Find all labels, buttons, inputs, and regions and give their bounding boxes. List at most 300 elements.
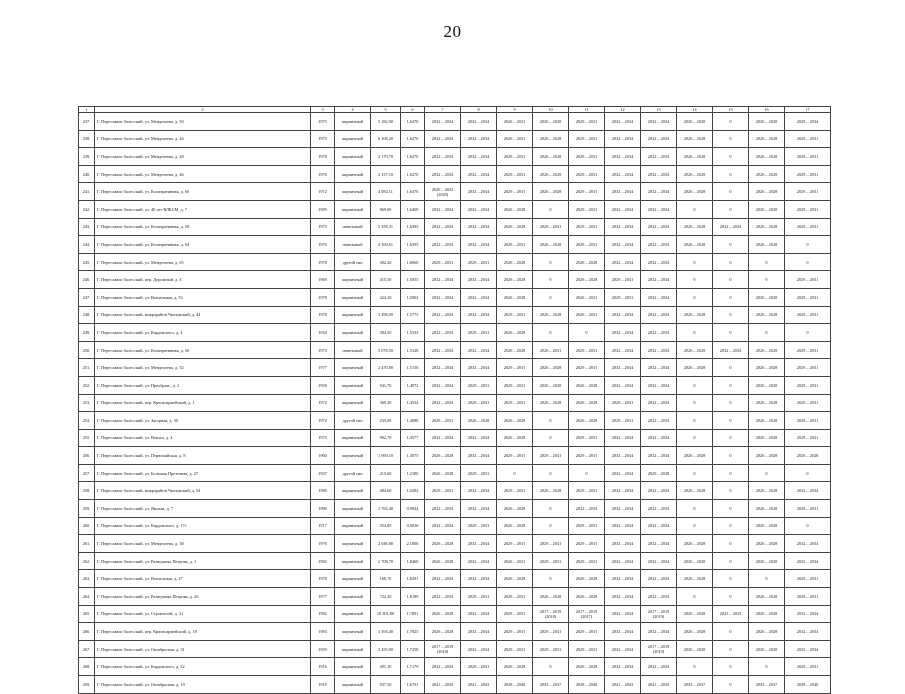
table-cell: 0 [749,570,785,588]
table-cell: 2032 – 2034 [461,306,497,324]
table-cell: 235,90 [371,412,401,430]
table-cell: 2032 – 2034 [605,570,641,588]
table-cell: 369,30 [371,394,401,412]
table-cell: 2029 – 2031 [569,623,605,641]
table-cell: 1,6470 [401,113,425,131]
table-cell: 0 [713,183,749,201]
table-cell: 2029 – 2031 [533,640,569,658]
table-row [79,535,831,553]
table-row [79,130,831,148]
row-number-cell: 246. [79,271,95,289]
column-number-cell: 5 [371,107,401,113]
table-cell: 1978 [311,148,335,166]
table-cell: 2032 – 2034 [425,588,461,606]
row-number-cell: 254. [79,412,95,430]
table-cell: 2026 – 2028 [749,148,785,166]
table-cell: 2029 – 2031 [569,130,605,148]
table-cell: 2029 – 2031 [785,165,831,183]
table-cell: 2032 – 2034 [461,113,497,131]
table-cell: 2029 – 2031 [497,306,533,324]
table-cell: 0 [713,253,749,271]
address-cell: Г. Переславль-Залесский, ул. Большая Протечная, д. 27 [95,464,311,482]
table-cell: 1,3075 [401,447,425,465]
table-cell: кирпичный [335,500,371,518]
table-cell: 2032 – 2034 [641,341,677,359]
table-cell: 0 [713,394,749,412]
table-cell: 2029 – 2031 [569,447,605,465]
table-cell: кирпичный [335,623,371,641]
table-row [79,148,831,166]
table-cell: 2029 – 2031 [569,640,605,658]
table-cell: 1 069,10 [371,447,401,465]
table-cell: 2026 – 2028 [677,640,713,658]
table-cell: 2029 – 2031 [497,165,533,183]
table-cell: 2029 – 2031 [785,359,831,377]
table-cell: 2026 – 2028 [677,605,713,623]
table-cell: 2029 – 2031 [497,394,533,412]
table-cell: 1 765,40 [371,500,401,518]
table-cell: 2035 – 2037 [533,676,569,694]
table-cell: 2029 – 2031 [569,429,605,447]
table-cell: 1,5328 [401,341,425,359]
table-cell: кирпичный [335,376,371,394]
table-cell: 0 [713,552,749,570]
table-cell: 0,9036 [401,517,425,535]
table-row [79,676,831,694]
table-row [79,605,831,623]
table-cell: 424,10 [371,288,401,306]
table-cell: 2017 – 2019 (2019) [641,640,677,658]
table-cell: 1,7825 [401,623,425,641]
table-cell: 0 [713,271,749,289]
table-cell: 2032 – 2034 [785,482,831,500]
table-row [79,253,831,271]
table-cell: кирпичный [335,394,371,412]
table-row [79,376,831,394]
table-cell: 2026 – 2028 [677,482,713,500]
table-row [79,218,831,236]
table-cell: кирпичный [335,306,371,324]
column-number-cell: 12 [605,107,641,113]
table-cell: 2023 – 2025 [713,605,749,623]
table-cell: 5 358,31 [371,218,401,236]
table-cell: 1934 [311,324,335,342]
table-cell: панельный [335,236,371,254]
address-cell: Г. Переславль-Залесский, ул. Октябрьская, д. 19 [95,676,311,694]
row-number-cell: 259. [79,500,95,518]
row-number-cell: 243. [79,218,95,236]
table-cell: 2029 – 2031 [461,658,497,676]
table-cell: 2032 – 2034 [605,517,641,535]
table-row [79,394,831,412]
column-number-cell: 10 [533,107,569,113]
table-cell: 1,6469 [401,200,425,218]
table-cell: 1972 [311,394,335,412]
row-number-cell: 239. [79,148,95,166]
row-number-cell: 241. [79,183,95,201]
address-cell: Г. Переславль-Залесский, пер. Красноармейский, д. 1 [95,394,311,412]
column-number-cell: 17 [785,107,831,113]
table-cell: 2026 – 2028 [425,535,461,553]
address-cell: Г. Переславль-Залесский, ул. Кардовского, д. 32 [95,658,311,676]
table-cell: 1919 [311,676,335,694]
table-cell: 902,70 [371,429,401,447]
table-cell: 0 [533,412,569,430]
table-cell: 2029 – 2031 [785,200,831,218]
row-number-cell: 248. [79,306,95,324]
table-cell: 2026 – 2028 [569,570,605,588]
table-cell: 0 [713,623,749,641]
table-cell: 2032 – 2034 [641,165,677,183]
row-number-cell: 263. [79,570,95,588]
table-cell: 2041 – 2043 [425,676,461,694]
table-cell: 2032 – 2034 [425,288,461,306]
address-cell: Г. Переславль-Залесский, ул. Строителей, д. 31 [95,605,311,623]
table-cell: 2032 – 2034 [641,394,677,412]
table-cell: 2032 – 2034 [461,500,497,518]
table-cell: 2032 – 2034 [641,288,677,306]
table-cell: 2029 – 2031 [461,464,497,482]
row-number-cell: 262. [79,552,95,570]
table-cell: 2026 – 2028 [533,306,569,324]
table-cell: 1,3577 [401,429,425,447]
address-cell: Г. Переславль-Залесский, ул. Кооперативная, д. 64 [95,236,311,254]
table-cell: 0 [713,640,749,658]
table-cell: 2029 – 2031 [569,148,605,166]
table-cell: 1983 [311,623,335,641]
address-cell: Г. Переславль-Залесский, ул. Кооперативная, д. 58 [95,218,311,236]
table-cell: 2029 – 2031 [785,570,831,588]
table-cell: 2029 – 2031 [497,183,533,201]
table-cell: 0 [533,464,569,482]
table-cell: 2026 – 2028 [533,359,569,377]
table-cell: 2026 – 2028 [569,394,605,412]
table-cell: 0 [533,429,569,447]
table-cell: 2026 – 2028 [497,412,533,430]
table-cell: 0 [713,412,749,430]
table-cell: 2032 – 2034 [605,253,641,271]
address-cell: Г. Переславль-Залесский, ул. Кооперативная, д. 60 [95,183,311,201]
table-cell: 1,6395 [401,236,425,254]
table-cell: 2032 – 2034 [461,482,497,500]
table-cell: 2032 – 2034 [605,482,641,500]
table-cell: 1,6470 [401,165,425,183]
table-cell: 0 [713,676,749,694]
row-number-cell: 269. [79,676,95,694]
table-cell: 2032 – 2034 [605,359,641,377]
table-cell: 5 182,90 [371,113,401,131]
address-cell: Г. Переславль-Залесский, ул. Менделеева, д. 38 [95,535,311,553]
row-number-cell: 238. [79,130,95,148]
table-cell: 2026 – 2028 [497,517,533,535]
table-cell: кирпичный [335,429,371,447]
table-cell: 2032 – 2034 [461,535,497,553]
table-cell: кирпичный [335,658,371,676]
table-row [79,236,831,254]
address-cell: Г. Переславль-Залесский, микрорайон Чкаловский, д. 44 [95,306,311,324]
table-cell: 2032 – 2034 [641,570,677,588]
table-cell: 0 [713,376,749,394]
table-cell: 2032 – 2034 [425,200,461,218]
table-cell: 1958 [311,376,335,394]
table-cell: 0 [569,324,605,342]
table-cell: 2032 – 2034 [425,324,461,342]
table-cell: 1,7258 [401,640,425,658]
table-cell: 2032 – 2034 [425,394,461,412]
address-cell: Г. Переславль-Залесский, ул. Менделеева, д. 65 [95,253,311,271]
address-cell: Г. Переславль-Залесский, пер. Красноармейский, д. 18 [95,623,311,641]
table-cell: 2026 – 2028 [533,183,569,201]
table-cell: 2026 – 2028 [677,183,713,201]
column-number-cell: 1 [79,107,95,113]
table-cell: 2032 – 2034 [461,447,497,465]
table-cell: 2026 – 2028 [749,623,785,641]
table-cell: 2032 – 2034 [461,570,497,588]
table-cell: 2041 – 2043 [461,676,497,694]
address-cell: Г. Переславль-Залесский, ул. Менделеева, д. 48 [95,148,311,166]
table-cell: 2026 – 2028 [497,253,533,271]
table-cell: 2032 – 2034 [461,341,497,359]
table-row [79,359,831,377]
table-cell: кирпичный [335,517,371,535]
table-cell: 2029 – 2031 [533,447,569,465]
table-cell: 2026 – 2028 [677,148,713,166]
table-row [79,447,831,465]
table-cell: 2026 – 2028 [425,464,461,482]
table-cell: 2029 – 2031 [533,623,569,641]
table-cell: 2032 – 2034 [605,429,641,447]
table-cell: 2029 – 2031 [785,658,831,676]
address-cell: Г. Переславль-Залесский, ул. Разведчика Петрова, д. 1 [95,552,311,570]
table-row [79,271,831,289]
table-cell: 2032 – 2034 [785,605,831,623]
table-cell: 2032 – 2034 [641,376,677,394]
table-row [79,482,831,500]
table-cell: 2026 – 2031 [497,130,533,148]
table-cell: 0 [677,288,713,306]
table-cell: 2032 – 2034 [641,359,677,377]
table-cell: 2032 – 2034 [461,165,497,183]
table-cell: 2017 – 2019 (2018) [425,640,461,658]
table-cell: 2026 – 2028 [533,394,569,412]
address-cell: Г. Переславль-Залесский, микрорайон Чкаловский, д. 54 [95,482,311,500]
table-cell: 1,5333 [401,324,425,342]
table-cell: 2032 – 2034 [605,605,641,623]
table-cell: 2026 – 2028 [569,253,605,271]
table-cell: другой тип [335,253,371,271]
table-cell: 2026 – 2028 [749,376,785,394]
row-number-cell: 245. [79,253,95,271]
column-number-cell: 13 [641,107,677,113]
table-cell: 2032 – 2034 [461,288,497,306]
table-cell: 2026 – 2028 [749,605,785,623]
table-row [79,500,831,518]
table-cell: 2032 – 2034 [461,552,497,570]
table-cell: 0 [749,271,785,289]
table-cell: 2032 – 2034 [425,271,461,289]
table-cell: 1978 [311,253,335,271]
table-cell: 2032 – 2034 [425,130,461,148]
table-cell: 1,0282 [401,482,425,500]
table-cell: 2026 – 2028 [749,482,785,500]
table-cell: 2029 – 2031 [461,376,497,394]
table-cell: 2032 – 2034 [425,236,461,254]
table-cell: 354,80 [371,517,401,535]
table-cell: 2026 – 2028 [749,183,785,201]
table-cell: 2032 – 2034 [461,605,497,623]
table-cell: 2032 – 2034 [425,218,461,236]
table-cell: 1977 [311,588,335,606]
table-cell: 1975 [311,429,335,447]
table-cell: 0 [713,517,749,535]
table-cell: 2026 – 2028 [497,341,533,359]
table-cell: кирпичный [335,130,371,148]
table-cell: 0 [713,200,749,218]
table-cell: 1976 [311,236,335,254]
table-cell: 2032 – 2034 [461,200,497,218]
row-number-cell: 252. [79,376,95,394]
table-cell: кирпичный [335,288,371,306]
table-cell: 2041 – 2043 [605,676,641,694]
column-number-cell: 6 [401,107,425,113]
table-cell: 2029 – 2031 [461,324,497,342]
table-cell: 2026 – 2028 [749,535,785,553]
table-cell: 2026 – 2028 [497,324,533,342]
table-cell: 2026 – 2028 [533,376,569,394]
table-cell: 2032 – 2034 [641,183,677,201]
table-cell: 0 [533,500,569,518]
table-cell: 1,6060 [401,253,425,271]
table-cell: 2032 – 2034 [641,482,677,500]
table-cell: 1,5835 [401,271,425,289]
table-cell: 1,6791 [401,676,425,694]
table-cell: 2029 – 2031 [497,376,533,394]
table-cell: 2032 – 2034 [605,500,641,518]
table-cell: 3 455,90 [371,640,401,658]
table-cell: 0 [677,658,713,676]
table-cell: кирпичный [335,183,371,201]
table-row [79,200,831,218]
table-cell: 2029 – 2031 [569,113,605,131]
table-cell: 2032 – 2034 [461,218,497,236]
table-cell: 1973 [311,341,335,359]
table-cell: 2032 – 2034 [605,183,641,201]
table-cell: 722,20 [371,588,401,606]
table-cell: 2032 – 2034 [641,447,677,465]
table-cell: 2029 – 2031 [497,482,533,500]
table-cell: 2026 – 2028 [497,218,533,236]
table-cell: 2032 – 2034 [641,429,677,447]
column-number-cell: 14 [677,107,713,113]
table-cell: 2029 – 2031 [497,588,533,606]
column-number-cell: 16 [749,107,785,113]
table-cell: 2032 – 2034 [641,500,677,518]
table-cell: 2032 – 2034 [713,341,749,359]
table-cell: 2032 – 2034 [425,113,461,131]
table-cell: 2032 – 2034 [641,130,677,148]
column-number-cell: 7 [425,107,461,113]
table-cell: 1977 [311,359,335,377]
table-cell: кирпичный [335,200,371,218]
table-cell: 2 179,70 [371,148,401,166]
table-cell: 2017 – 2019 (2019) [641,605,677,623]
table-cell: 1975 [311,113,335,131]
table-cell: 0 [713,588,749,606]
table-row [79,552,831,570]
table-cell: 2026 – 2028 [533,113,569,131]
table-row [79,588,831,606]
table-cell: 2026 – 2031 [569,306,605,324]
address-cell: Г. Переславль-Залесский, ул. Загорная, д. 30 [95,412,311,430]
table-cell: 2032 – 2034 [785,640,831,658]
table-cell: 2029 – 2031 [569,552,605,570]
table-cell: 1,8460 [401,552,425,570]
table-cell: 2029 – 2031 [425,253,461,271]
table-cell: 1980 [311,500,335,518]
address-cell: Г. Переславль-Залесский, ул. Кардовского, д. 4 [95,324,311,342]
table-cell: 2029 – 2031 [533,535,569,553]
table-cell: 0 [785,324,831,342]
table-cell: 2026 – 2028 [677,623,713,641]
table-cell: 415,50 [371,271,401,289]
table-cell: 2032 – 2034 [425,359,461,377]
address-cell: Г. Переславль-Залесский, ул. Разведчика Петрова, д. 2б [95,588,311,606]
table-row [79,412,831,430]
column-number-cell: 9 [497,107,533,113]
table-cell: 2032 – 2034 [605,148,641,166]
table-cell: 0 [677,429,713,447]
table-cell: 2032 – 2034 [425,570,461,588]
table-cell: 0 [713,429,749,447]
table-cell: 2029 – 2031 [785,288,831,306]
table-cell: кирпичный [335,535,371,553]
table-cell: 0 [713,658,749,676]
address-cell: Г. Переславль-Залесский, ул. Ямская, д. 7 [95,500,311,518]
table-cell: 0 [713,165,749,183]
table-cell: 1,6470 [401,130,425,148]
table-cell: кирпичный [335,676,371,694]
row-number-cell: 265. [79,605,95,623]
table-cell: 1978 [311,570,335,588]
row-number-cell: 264. [79,588,95,606]
table-cell: 1982 [311,605,335,623]
table-cell: 0 [677,200,713,218]
table-cell: 0 [713,464,749,482]
table-cell: 2038 – 2040 [569,676,605,694]
table-cell: 2032 – 2034 [605,376,641,394]
address-cell: Г. Переславль-Залесский, ул. Октябрьская, д. 31 [95,640,311,658]
table-cell: 1985 [311,200,335,218]
table-cell: 2035 – 2037 [749,676,785,694]
table-cell: 2026 – 2028 [749,288,785,306]
address-cell: Г. Переславль-Залесский, ул. Менделеева, д. 44 [95,130,311,148]
table-cell: 2032 – 2034 [605,200,641,218]
table-row [79,288,831,306]
table-cell: 0 [785,253,831,271]
table-row [79,640,831,658]
table-cell: 2026 – 2028 [677,535,713,553]
table-cell: 2026 – 2028 [749,552,785,570]
table-cell: 1,5802 [401,288,425,306]
table-cell: 2026 – 2028 [497,570,533,588]
table-cell: 2026 – 2031 [533,341,569,359]
table-cell: 2026 – 2028 [533,148,569,166]
row-number-cell: 261. [79,535,95,553]
table-cell: 2032 – 2034 [641,306,677,324]
table-cell: 1978 [311,306,335,324]
table-cell: 0 [785,464,831,482]
address-cell: Г. Переславль-Залесский, пер. Дорожный, д. 4 [95,271,311,289]
